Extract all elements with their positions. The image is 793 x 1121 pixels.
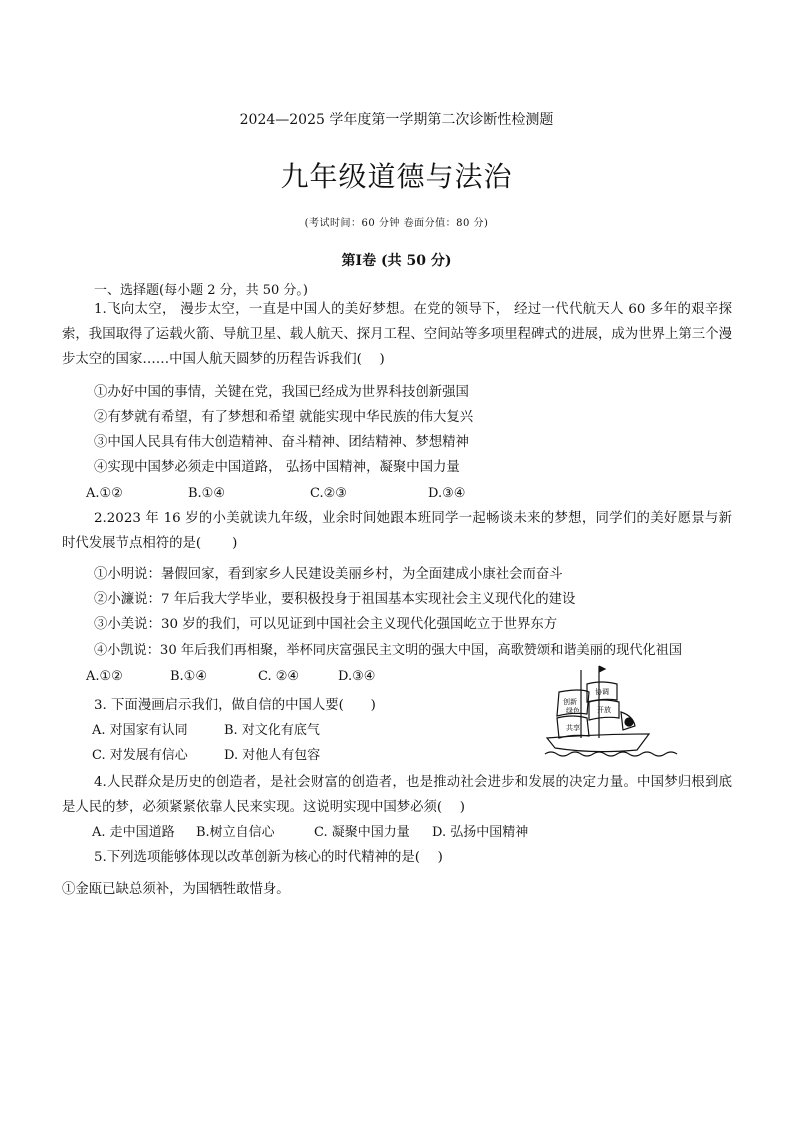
q3-option-c: C. 对发展有信心 (92, 748, 188, 763)
page-title: 九年级道德与法治 (280, 160, 513, 193)
q4-option-c: C. 凝聚中国力量 (314, 825, 410, 840)
q2-option-b: B.①④ (170, 669, 207, 684)
q4-option-b: B.树立自信心 (196, 825, 275, 840)
q2-item-1: ①小明说：暑假回家，看到家乡人民建设美丽乡村，为全面建成小康社会而奋斗 (94, 567, 563, 582)
q2-option-d: D.③④ (338, 669, 376, 684)
sail-label-3: 绿色 (566, 707, 580, 715)
sail-label-4: 开放 (597, 706, 611, 714)
q2-stem: 2.2023 年 16 岁的小美就读九年级，业余时间她跟本班同学一起畅谈未来的梦想，同学们的美好愿景与新时代发展节点相符的是( ) (62, 511, 732, 551)
volume-heading: 第Ⅰ卷 (共 50 分) (341, 253, 452, 269)
q2-item-4: ④小凯说：30 年后我们再相聚，举杯同庆富强民主文明的强大中国，高歌赞颂和谐美丽的现代化祖国 (94, 643, 683, 658)
q4-option-d: D. 弘扬中国精神 (432, 825, 529, 840)
q4-option-a: A. 走中国道路 (92, 825, 175, 840)
q1-stem: 1.飞向太空， 漫步太空，一直是中国人的美好梦想。在党的领导下， 经过一代代航天人 60 多年的艰辛探索，我国取得了运载火箭、导航卫星、载人航天、探月工程、空间站等多项里程碑式的进展，成为世界上第三个漫步太空的国家……中国人航天圆梦的历程告诉我们( ) (62, 302, 732, 367)
q3-option-d: D. 对他人有包容 (224, 748, 321, 763)
q1-item-3: ③中国人民具有伟大创造精神、奋斗精神、团结精神、梦想精神 (94, 435, 469, 450)
exam-info: (考试时间：60 分钟 卷面分值：80 分) (304, 218, 489, 229)
q2-option-c: C. ②④ (258, 669, 300, 684)
q1-option-c: C.②③ (310, 486, 347, 501)
sail-label-1: 创新 (563, 698, 577, 706)
q1-option-a: A.①② (86, 486, 123, 501)
ship-cartoon (537, 664, 733, 762)
q3-stem: 3. 下面漫画启示我们，做自信的中国人要( ) (94, 698, 376, 713)
ship-drawing (545, 666, 677, 756)
exam-subtitle: 2024—2025 学年度第一学期第二次诊断性检测题 (239, 112, 554, 128)
q1-option-d: D.③④ (428, 486, 466, 501)
q4-stem: 4.人民群众是历史的创造者，是社会财富的创造者，也是推动社会进步和发展的决定力量。中国梦归根到底是人民的梦，必须紧紧依靠人民来实现。这说明实现中国梦必须( ) (62, 775, 732, 815)
q3-option-a: A. 对国家有认同 (92, 723, 188, 738)
sail-label-5: 共享 (566, 724, 580, 732)
section-heading: 一、选择题(每小题 2 分，共 50 分。) (94, 283, 308, 298)
q1-option-b: B.①④ (188, 486, 225, 501)
sail-label-2: 协调 (595, 688, 609, 696)
q1-item-1: ①办好中国的事情，关键在党，我国已经成为世界科技创新强国 (94, 385, 469, 400)
q2-item-3: ③小美说：30 岁的我们，可以见证到中国社会主义现代化强国屹立于世界东方 (94, 617, 558, 632)
q2-option-a: A.①② (86, 669, 123, 684)
q2-item-2: ②小濂说：7 年后我大学毕业，要积极投身于祖国基本实现社会主义现代化的建设 (94, 592, 576, 607)
q1-item-4: ④实现中国梦必须走中国道路， 弘扬中国精神，凝聚中国力量 (94, 460, 460, 475)
q5-stem: 5.下列选项能够体现以改革创新为核心的时代精神的是( ) (94, 850, 443, 865)
q3-option-b: B. 对文化有底气 (224, 723, 320, 738)
q1-item-2: ②有梦就有希望，有了梦想和希望 就能实现中华民族的伟大复兴 (94, 410, 474, 425)
q5-item-1: ①金瓯已缺总须补，为国牺牲敢惜身。 (62, 882, 290, 897)
